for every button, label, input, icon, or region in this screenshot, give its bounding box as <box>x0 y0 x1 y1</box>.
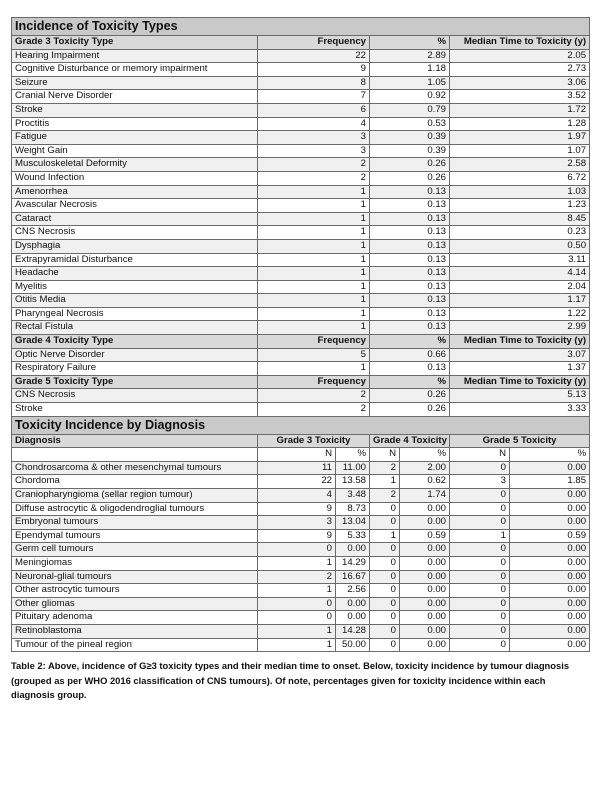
value-cell: 0.00 <box>510 502 590 516</box>
value-cell: 0.00 <box>400 611 450 625</box>
value-cell: 1 <box>258 239 370 253</box>
toxicity-type-cell: Fatigue <box>12 131 258 145</box>
table-row <box>12 294 590 308</box>
table-row <box>12 267 590 281</box>
value-cell: 1.05 <box>370 76 450 90</box>
value-cell: 1 <box>258 212 370 226</box>
value-cell: 5.13 <box>450 389 590 403</box>
section-header-by-diagnosis <box>12 416 590 434</box>
table-row <box>12 502 590 516</box>
table-row <box>12 131 590 145</box>
column-header: Median Time to Toxicity (y) <box>450 375 590 389</box>
table-row <box>12 543 590 557</box>
value-cell: 0.00 <box>510 489 590 503</box>
value-cell: 0.00 <box>400 638 450 652</box>
value-cell: 2.04 <box>450 280 590 294</box>
subheader-cell: % <box>400 448 450 462</box>
value-cell: 1.74 <box>400 489 450 503</box>
value-cell: 0.13 <box>370 239 450 253</box>
value-cell: 0 <box>370 611 400 625</box>
value-cell: 0.39 <box>370 144 450 158</box>
value-cell: 8.73 <box>336 502 370 516</box>
value-cell: 1 <box>370 475 400 489</box>
subheader-cell: N <box>450 448 510 462</box>
toxicity-type-cell: Extrapyramidal Disturbance <box>12 253 258 267</box>
diagnosis-cell: Ependymal tumours <box>12 529 258 543</box>
value-cell: 3.06 <box>450 76 590 90</box>
table-row <box>12 321 590 335</box>
table-row <box>12 212 590 226</box>
value-cell: 1 <box>258 624 336 638</box>
value-cell: 1 <box>258 362 370 376</box>
value-cell: 6 <box>258 103 370 117</box>
value-cell: 0.59 <box>510 529 590 543</box>
value-cell: 0 <box>370 556 400 570</box>
value-cell: 0.13 <box>370 226 450 240</box>
table-row <box>12 529 590 543</box>
value-cell: 5 <box>258 348 370 362</box>
column-header: Grade 4 Toxicity Type <box>12 335 258 349</box>
value-cell: 0 <box>370 502 400 516</box>
table-row <box>12 103 590 117</box>
diagnosis-header-row <box>12 434 590 448</box>
value-cell: 2.05 <box>450 49 590 63</box>
diagnosis-cell: Neuronal-glial tumours <box>12 570 258 584</box>
table-row <box>12 239 590 253</box>
value-cell: 16.67 <box>336 570 370 584</box>
value-cell: 2.99 <box>450 321 590 335</box>
table-row <box>12 90 590 104</box>
value-cell: 0.13 <box>370 280 450 294</box>
value-cell: 0.00 <box>510 461 590 475</box>
value-cell: 1 <box>258 294 370 308</box>
value-cell: 0 <box>450 597 510 611</box>
value-cell: 1 <box>258 321 370 335</box>
value-cell: 13.58 <box>336 475 370 489</box>
subheader-cell: N <box>258 448 336 462</box>
value-cell: 2 <box>258 403 370 417</box>
column-header: Median Time to Toxicity (y) <box>450 36 590 50</box>
value-cell: 3.33 <box>450 403 590 417</box>
toxicity-type-cell: Amenorrhea <box>12 185 258 199</box>
value-cell: 0.00 <box>400 556 450 570</box>
table-row <box>12 597 590 611</box>
table-row <box>12 461 590 475</box>
value-cell: 0.00 <box>510 611 590 625</box>
column-header: Frequency <box>258 375 370 389</box>
toxicity-type-cell: Cataract <box>12 212 258 226</box>
column-header: Grade 5 Toxicity <box>450 434 590 448</box>
diagnosis-cell: Germ cell tumours <box>12 543 258 557</box>
column-header: Grade 3 Toxicity <box>258 434 370 448</box>
value-cell: 0 <box>450 502 510 516</box>
value-cell: 0.53 <box>370 117 450 131</box>
toxicity-type-cell: Optic Nerve Disorder <box>12 348 258 362</box>
grade-header-row <box>12 375 590 389</box>
value-cell: 0.00 <box>336 611 370 625</box>
table-row <box>12 144 590 158</box>
diagnosis-cell: Embryonal tumours <box>12 516 258 530</box>
value-cell: 1.18 <box>370 63 450 77</box>
value-cell: 0.00 <box>336 597 370 611</box>
toxicity-type-cell: Hearing Impairment <box>12 49 258 63</box>
value-cell: 0.00 <box>510 638 590 652</box>
subheader-cell: % <box>510 448 590 462</box>
value-cell: 0 <box>370 597 400 611</box>
value-cell: 0.59 <box>400 529 450 543</box>
toxicity-type-cell: Myelitis <box>12 280 258 294</box>
diagnosis-cell: Other astrocytic tumours <box>12 584 258 598</box>
value-cell: 0.00 <box>510 624 590 638</box>
toxicity-type-cell: CNS Necrosis <box>12 389 258 403</box>
value-cell: 3.07 <box>450 348 590 362</box>
value-cell: 6.72 <box>450 171 590 185</box>
value-cell: 3 <box>258 516 336 530</box>
value-cell: 0 <box>450 584 510 598</box>
value-cell: 0 <box>370 624 400 638</box>
diagnosis-cell: Chordoma <box>12 475 258 489</box>
value-cell: 1.37 <box>450 362 590 376</box>
value-cell: 9 <box>258 529 336 543</box>
value-cell: 8 <box>258 76 370 90</box>
table-row <box>12 63 590 77</box>
value-cell: 0.13 <box>370 362 450 376</box>
diagnosis-cell: Chondrosarcoma & other mesenchymal tumours <box>12 461 258 475</box>
value-cell: 0 <box>450 638 510 652</box>
value-cell: 0.00 <box>510 584 590 598</box>
value-cell: 14.29 <box>336 556 370 570</box>
subheader-cell: % <box>336 448 370 462</box>
value-cell: 1.03 <box>450 185 590 199</box>
value-cell: 2 <box>370 461 400 475</box>
value-cell: 5.33 <box>336 529 370 543</box>
table-row <box>12 489 590 503</box>
column-header: % <box>370 36 450 50</box>
diagnosis-cell: Other gliomas <box>12 597 258 611</box>
value-cell: 0.79 <box>370 103 450 117</box>
toxicity-type-cell: Dysphagia <box>12 239 258 253</box>
table-row <box>12 556 590 570</box>
value-cell: 0.00 <box>400 543 450 557</box>
value-cell: 0.13 <box>370 307 450 321</box>
value-cell: 0.00 <box>510 570 590 584</box>
value-cell: 0.00 <box>336 543 370 557</box>
value-cell: 2.73 <box>450 63 590 77</box>
value-cell: 1 <box>258 556 336 570</box>
value-cell: 9 <box>258 63 370 77</box>
table-row <box>12 307 590 321</box>
toxicity-table <box>11 17 590 652</box>
value-cell: 13.04 <box>336 516 370 530</box>
value-cell: 1.07 <box>450 144 590 158</box>
toxicity-type-cell: CNS Necrosis <box>12 226 258 240</box>
value-cell: 1 <box>258 307 370 321</box>
grade-header-row <box>12 335 590 349</box>
value-cell: 1 <box>258 253 370 267</box>
value-cell: 1 <box>258 267 370 281</box>
value-cell: 0 <box>370 570 400 584</box>
value-cell: 1.28 <box>450 117 590 131</box>
toxicity-type-cell: Rectal Fistula <box>12 321 258 335</box>
value-cell: 0.00 <box>400 570 450 584</box>
value-cell: 1 <box>258 199 370 213</box>
column-header: Grade 4 Toxicity <box>370 434 450 448</box>
value-cell: 0.26 <box>370 403 450 417</box>
value-cell: 0.66 <box>370 348 450 362</box>
toxicity-type-cell: Cranial Nerve Disorder <box>12 90 258 104</box>
value-cell: 4 <box>258 117 370 131</box>
value-cell: 2 <box>258 171 370 185</box>
value-cell: 11 <box>258 461 336 475</box>
value-cell: 3 <box>450 475 510 489</box>
value-cell: 2.56 <box>336 584 370 598</box>
value-cell: 1 <box>258 185 370 199</box>
toxicity-type-cell: Seizure <box>12 76 258 90</box>
value-cell: 0.00 <box>510 556 590 570</box>
column-header: Frequency <box>258 36 370 50</box>
value-cell: 0.00 <box>510 543 590 557</box>
value-cell: 0.26 <box>370 171 450 185</box>
value-cell: 22 <box>258 49 370 63</box>
value-cell: 2 <box>258 570 336 584</box>
column-header: Grade 3 Toxicity Type <box>12 36 258 50</box>
table-row <box>12 226 590 240</box>
toxicity-type-cell: Wound Infection <box>12 171 258 185</box>
value-cell: 0 <box>258 597 336 611</box>
value-cell: 0.50 <box>450 239 590 253</box>
value-cell: 0 <box>450 461 510 475</box>
section-title: Toxicity Incidence by Diagnosis <box>12 416 590 434</box>
value-cell: 0.00 <box>400 624 450 638</box>
value-cell: 11.00 <box>336 461 370 475</box>
toxicity-type-cell: Pharyngeal Necrosis <box>12 307 258 321</box>
column-header: % <box>370 335 450 349</box>
value-cell: 1 <box>370 529 400 543</box>
value-cell: 0 <box>450 624 510 638</box>
section-title: Incidence of Toxicity Types <box>12 18 590 36</box>
toxicity-type-cell: Stroke <box>12 403 258 417</box>
value-cell: 22 <box>258 475 336 489</box>
toxicity-type-cell: Proctitis <box>12 117 258 131</box>
value-cell: 1.72 <box>450 103 590 117</box>
diagnosis-cell: Tumour of the pineal region <box>12 638 258 652</box>
table-row <box>12 570 590 584</box>
value-cell: 1.97 <box>450 131 590 145</box>
value-cell: 0.13 <box>370 253 450 267</box>
value-cell: 0 <box>258 611 336 625</box>
value-cell: 3.48 <box>336 489 370 503</box>
value-cell: 0.00 <box>510 597 590 611</box>
table-row <box>12 280 590 294</box>
table-caption: Table 2: Above, incidence of G≥3 toxicity types and their median time to onset. Below, toxicity incidence by tumour diagnosis (grouped as per WHO 2016 classification of CNS tumours). Of note, percentages given for toxicity incidence within each diagnosis group. <box>11 660 570 701</box>
value-cell: 3.11 <box>450 253 590 267</box>
value-cell: 0 <box>258 543 336 557</box>
value-cell: 0 <box>450 556 510 570</box>
value-cell: 0.00 <box>400 516 450 530</box>
value-cell: 1 <box>258 584 336 598</box>
value-cell: 4.14 <box>450 267 590 281</box>
value-cell: 0 <box>370 516 400 530</box>
table-row <box>12 403 590 417</box>
diagnosis-cell: Pituitary adenoma <box>12 611 258 625</box>
table-row <box>12 49 590 63</box>
value-cell: 0.39 <box>370 131 450 145</box>
value-cell: 0 <box>450 489 510 503</box>
diagnosis-cell: Craniopharyngioma (sellar region tumour) <box>12 489 258 503</box>
toxicity-type-cell: Otitis Media <box>12 294 258 308</box>
value-cell: 3 <box>258 131 370 145</box>
table-row <box>12 171 590 185</box>
value-cell: 8.45 <box>450 212 590 226</box>
value-cell: 0 <box>450 543 510 557</box>
value-cell: 0.00 <box>510 516 590 530</box>
value-cell: 14.28 <box>336 624 370 638</box>
diagnosis-cell: Retinoblastoma <box>12 624 258 638</box>
value-cell: 0.92 <box>370 90 450 104</box>
value-cell: 1.85 <box>510 475 590 489</box>
toxicity-type-cell: Musculoskeletal Deformity <box>12 158 258 172</box>
value-cell: 0.23 <box>450 226 590 240</box>
value-cell: 2 <box>258 389 370 403</box>
column-header: Median Time to Toxicity (y) <box>450 335 590 349</box>
toxicity-type-cell: Cognitive Disturbance or memory impairment <box>12 63 258 77</box>
table-row <box>12 185 590 199</box>
value-cell: 2 <box>370 489 400 503</box>
value-cell: 0 <box>370 638 400 652</box>
value-cell: 2.00 <box>400 461 450 475</box>
toxicity-type-cell: Avascular Necrosis <box>12 199 258 213</box>
diagnosis-cell: Meningiomas <box>12 556 258 570</box>
value-cell: 1 <box>258 638 336 652</box>
table-body <box>12 18 590 652</box>
value-cell: 0 <box>370 543 400 557</box>
table-row <box>12 253 590 267</box>
value-cell: 0.13 <box>370 185 450 199</box>
table-row <box>12 624 590 638</box>
table-row <box>12 638 590 652</box>
value-cell: 0 <box>450 516 510 530</box>
subheader-cell: N <box>370 448 400 462</box>
value-cell: 4 <box>258 489 336 503</box>
table-row <box>12 117 590 131</box>
toxicity-type-cell: Respiratory Failure <box>12 362 258 376</box>
blank-cell <box>12 448 258 462</box>
value-cell: 0.13 <box>370 294 450 308</box>
value-cell: 0.13 <box>370 212 450 226</box>
value-cell: 3.52 <box>450 90 590 104</box>
column-header: % <box>370 375 450 389</box>
table-row <box>12 76 590 90</box>
table-row <box>12 611 590 625</box>
value-cell: 0.00 <box>400 502 450 516</box>
table-row <box>12 158 590 172</box>
value-cell: 9 <box>258 502 336 516</box>
table-row <box>12 362 590 376</box>
diagnosis-cell: Diffuse astrocytic & oligodendroglial tumours <box>12 502 258 516</box>
value-cell: 1.17 <box>450 294 590 308</box>
diagnosis-subheader-row <box>12 448 590 462</box>
table-row <box>12 199 590 213</box>
value-cell: 0.00 <box>400 584 450 598</box>
value-cell: 7 <box>258 90 370 104</box>
value-cell: 0 <box>450 611 510 625</box>
value-cell: 1 <box>258 226 370 240</box>
value-cell: 0.00 <box>400 597 450 611</box>
toxicity-type-cell: Weight Gain <box>12 144 258 158</box>
table-row <box>12 584 590 598</box>
table-row <box>12 475 590 489</box>
value-cell: 0.26 <box>370 158 450 172</box>
column-header: Grade 5 Toxicity Type <box>12 375 258 389</box>
value-cell: 0.62 <box>400 475 450 489</box>
value-cell: 1.22 <box>450 307 590 321</box>
page <box>11 17 589 703</box>
value-cell: 50.00 <box>336 638 370 652</box>
value-cell: 0.13 <box>370 199 450 213</box>
value-cell: 2.58 <box>450 158 590 172</box>
value-cell: 2 <box>258 158 370 172</box>
toxicity-type-cell: Headache <box>12 267 258 281</box>
value-cell: 0.26 <box>370 389 450 403</box>
value-cell: 0 <box>450 570 510 584</box>
section-header-toxicity-types <box>12 18 590 36</box>
value-cell: 3 <box>258 144 370 158</box>
value-cell: 2.89 <box>370 49 450 63</box>
table-row <box>12 348 590 362</box>
value-cell: 0.13 <box>370 321 450 335</box>
table-row <box>12 389 590 403</box>
value-cell: 1.23 <box>450 199 590 213</box>
value-cell: 0 <box>370 584 400 598</box>
toxicity-type-cell: Stroke <box>12 103 258 117</box>
column-header: Diagnosis <box>12 434 258 448</box>
value-cell: 0.13 <box>370 267 450 281</box>
value-cell: 1 <box>258 280 370 294</box>
grade-header-row <box>12 36 590 50</box>
table-row <box>12 516 590 530</box>
column-header: Frequency <box>258 335 370 349</box>
value-cell: 1 <box>450 529 510 543</box>
